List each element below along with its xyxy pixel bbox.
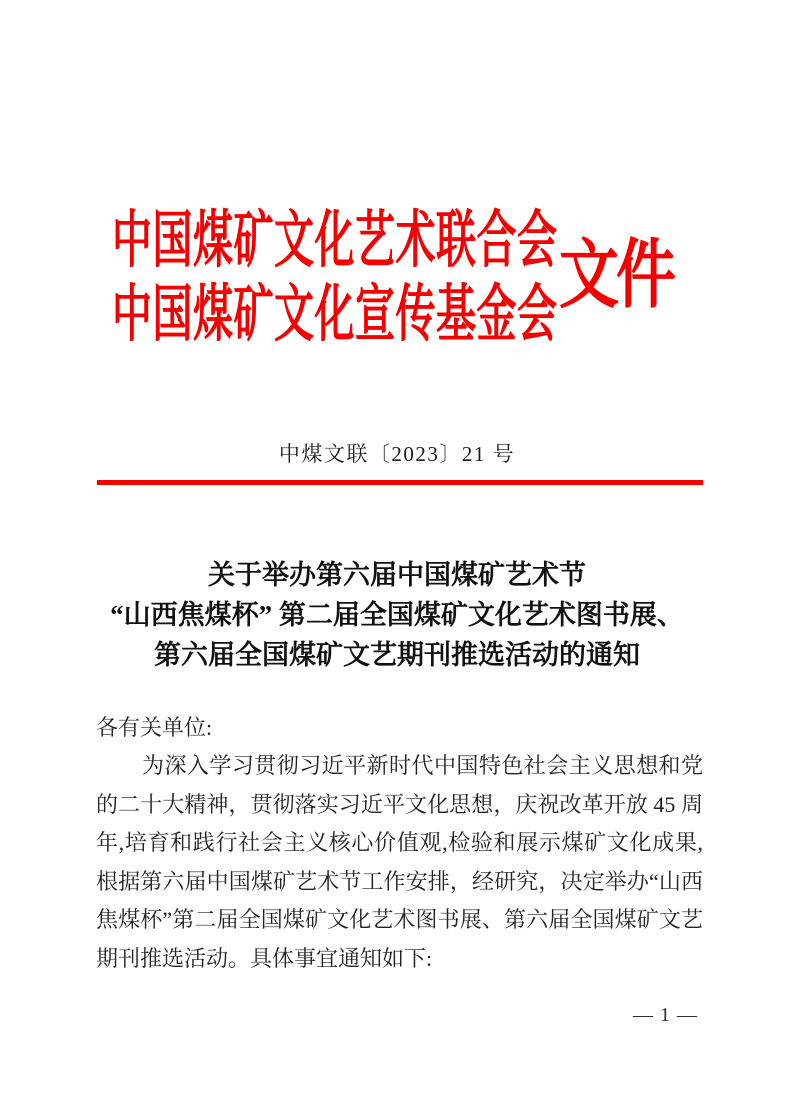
org-name-line-1: 中国煤矿文化艺术联合会 [112,205,558,276]
document-title [47,555,747,675]
doc-type-label: 文件 [559,234,673,317]
body-paragraph [96,747,703,979]
title-line-1: 关于举办第六届中国煤矿艺术节 [208,560,586,590]
body-line-5: 焦煤杯”第二届全国煤矿文化艺术图书展、第六届全国煤矿文艺 [96,907,703,933]
body-line-6: 期刊推选活动。具体事宜通知如下: [96,945,433,971]
org-name-line-2: 中国煤矿文化宣传基金会 [112,279,558,350]
body-line-4: 根据第六届中国煤矿艺术节工作安排，经研究，决定举办“山西 [96,868,703,894]
title-line-2: “山西焦煤杯” 第二届全国煤矿文化艺术图书展、 [110,600,684,630]
body-line-3: 年,培育和践行社会主义核心价值观,检验和展示煤矿文化成果, [96,830,703,856]
page-number: — 1 — [633,1004,698,1026]
salutation: 各有关单位: [96,715,213,740]
body-line-1: 为深入学习贯彻习近平新时代中国特色社会主义思想和党 [142,753,703,778]
body-line-2: 的二十大精神，贯彻落实习近平文化思想，庆祝改革开放 45 周 [96,791,703,817]
document-number: 中煤文联〔2023〕21 号 [278,442,516,466]
red-divider-line [97,480,703,485]
title-line-3: 第六届全国煤矿文艺期刊推选活动的通知 [154,640,640,670]
